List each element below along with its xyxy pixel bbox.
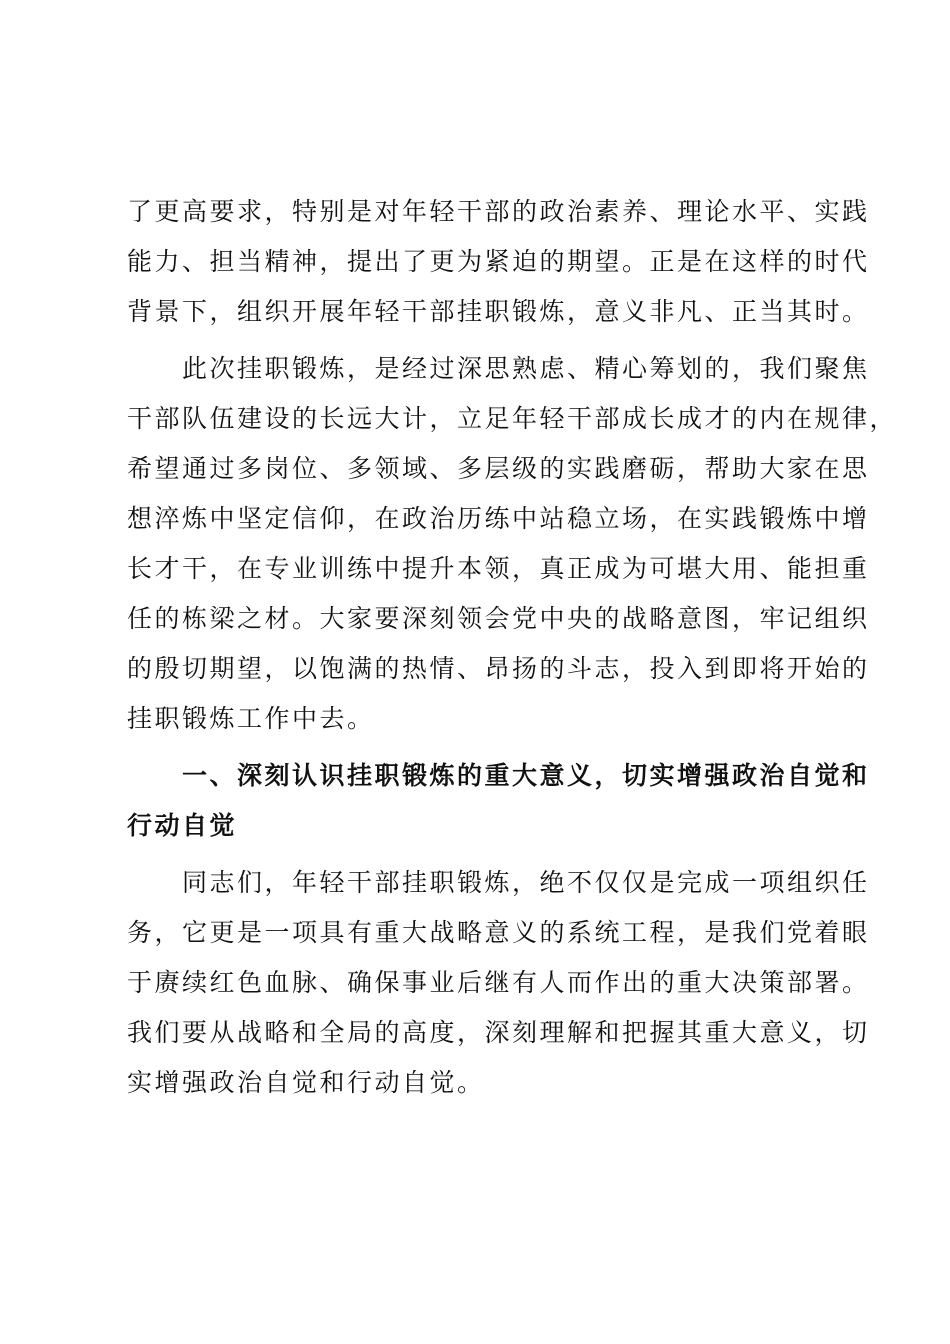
text-line: 的殷切期望，以饱满的热情、昂扬的斗志，投入到即将开始的 [127, 654, 870, 683]
text-line: 干部队伍建设的长远大计，立足年轻干部成长成才的内在规律， [127, 404, 898, 433]
text-line: 实增强政治自觉和行动自觉。 [127, 1068, 485, 1097]
text-line: 于赓续红色血脉、确保事业后继有人而作出的重大决策部署。 [127, 968, 870, 997]
text-line: 任的栋梁之材。大家要深刻领会党中央的战略意图，牢记组织 [127, 604, 870, 633]
text-line: 挂职锻炼工作中去。 [127, 704, 375, 733]
text-line: 想淬炼中坚定信仰，在政治历练中站稳立场，在实践锻炼中增 [127, 504, 870, 533]
text-line: 长才干，在专业训练中提升本领，真正成为可堪大用、能担重 [127, 554, 870, 583]
text-line: 务，它更是一项具有重大战略意义的系统工程，是我们党着眼 [127, 918, 870, 947]
heading-line: 一、深刻认识挂职锻炼的重大意义，切实增强政治自觉和 [127, 761, 870, 790]
text-line: 背景下，组织开展年轻干部挂职锻炼，意义非凡、正当其时。 [127, 297, 870, 326]
text-line: 了更高要求，特别是对年轻干部的政治素养、理论水平、实践 [127, 197, 870, 226]
text-line: 能力、担当精神，提出了更为紧迫的期望。正是在这样的时代 [127, 247, 870, 276]
text-line: 希望通过多岗位、多领域、多层级的实践磨砺，帮助大家在思 [127, 454, 870, 483]
text-line: 此次挂职锻炼，是经过深思熟虑、精心筹划的，我们聚焦 [127, 354, 870, 383]
text-line: 同志们，年轻干部挂职锻炼，绝不仅仅是完成一项组织任 [127, 868, 870, 897]
text-line: 我们要从战略和全局的高度，深刻理解和把握其重大意义，切 [127, 1018, 870, 1047]
heading-line: 行动自觉 [127, 811, 238, 840]
